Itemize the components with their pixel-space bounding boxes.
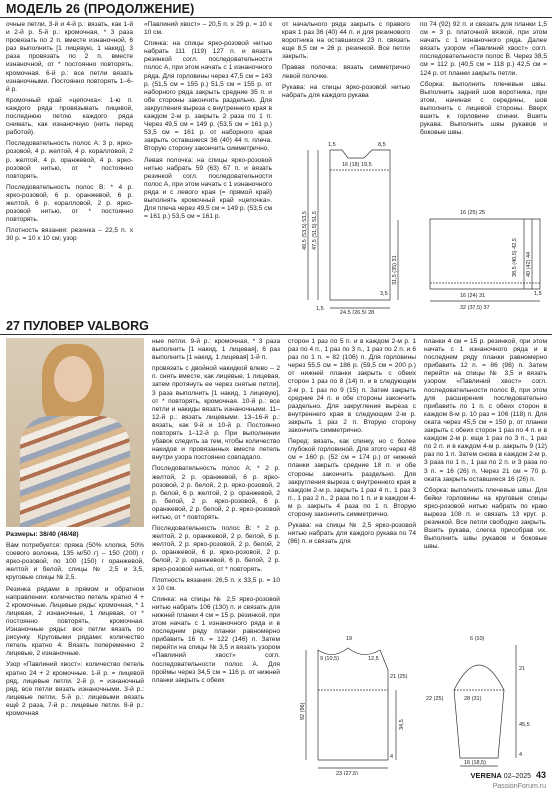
sleeve-top-label-5: 16 (24) 31 bbox=[460, 293, 486, 299]
body-label-5: 4 bbox=[390, 754, 394, 760]
top-col4-p2: Сборка: выполнить плечевые швы. Выполнить задний шов воротника, при этом, начиная с середины, шов выполнить с лицевой стороны. Вверх вшить к горловине спинки. Вшить рукава. Выполнить швы рукавов и боковые швы. bbox=[420, 80, 547, 137]
sleeve-bottom-label-5: 16 (18,5) bbox=[464, 760, 487, 766]
bottom-column-4 bbox=[424, 338, 547, 554]
top-col1-p2: Кромочный край «цепочка»: 1-ю п. каждого ряда провязывать лицевой, последнюю петлю каждого ряда снимать, как изнаночную (нить перед работой). bbox=[6, 96, 133, 137]
sleeve-bottom-label-3: 45,5 bbox=[519, 722, 530, 728]
model-photo bbox=[6, 338, 144, 527]
page-header bbox=[0, 0, 552, 19]
bottom-col2-p1: ные петли. 9-й р.: кромочная, * 3 раза выполнить [1 накид, 1 лицевая], 6 раз выполнить [1 накид, 1 лицевая] 1-й п. bbox=[152, 338, 280, 362]
top-col2-p1: «Павлиний хвост» – 20,5 п. x 29 р. = 10 x 10 см. bbox=[144, 21, 272, 37]
sleeve-top-label-2: 38,5 (40,5) 42,5 bbox=[512, 238, 518, 277]
top-col3-p1: от начального ряда закрыть с правого края 1 раз 36 (40) 44 п. и для резинового воротника на оставшихся 23 п. связать еще 8,5 см = 26 р. резинкой. Все петли закрыть. bbox=[282, 21, 410, 61]
sleeve-bottom-label-1: 6 (10) bbox=[470, 636, 485, 642]
bottom-col2-p4: Последовательность полос В: * 2 р. желтой, 2 р. оранжевой, 2 р. белой, 6 р. желтой, 2 р. ярко-розовой, 2 р. белой, 2 р. оранжевой, 6 р. ярко-розовой, 2 р. белой, 2 р. оранжевой, 6 р. белой, 2 р. ярко-розовой нитью, от * повторять. bbox=[152, 525, 280, 573]
top-col1-p1: очные петли, 3-й и 4-й р.: вязать, как 1-й и 2-й р. 5-й р.: кромочная, * 3 раза провязать по 2 п. вместе изнаночной, 6 раз выполнить [1 лицевую, 1 накид], 3 раза провязать по 2 п. вместе изнаночной, от * постоянно повторять, кромочная. 6-й р.: все петли вязать изнаночными. Постоянно повторять 1–6-й р. bbox=[6, 21, 133, 93]
bottom-col2-p6: Спинка: на спицы № 2,5 ярко-розовой нитью набрать 106 (130) п. и связать для нижней планки 4 см = 15 р. резинкой, при этом начать с 1 изнаночного ряда и в последнем ряду планки равномерно прибавить 16 п. = 122 (146) п. Затем перейти на спицы № 3,5 и вязать узором «Павлиний хвост» согл. последовательности полос А. Для проймы через 34,5 см = 116 р. от нижней планки закрыть с обеих bbox=[152, 595, 280, 684]
top-col3-p2: Правая полочка: вязать симметрично левой полочке. bbox=[282, 64, 410, 80]
site-watermark: PassionForum.ru bbox=[492, 783, 546, 790]
section-rule bbox=[0, 334, 552, 335]
bottom-column-3 bbox=[288, 338, 416, 549]
top-col4-p1: по 74 (92) 92 п. и связать для планки 1,5 см = 3 р. платочной вязкой, при этом начать с 1 изнаночного ряда. Далее вязать узором «Павлиний хвост» согл. последовательности полос В. Через 38,5 см = 112 р. (40,5 см = 118 р.) 42,5 см = 124 р. от планки закрыть петли. bbox=[420, 21, 547, 77]
body-label-7: 9 (10,5) bbox=[320, 656, 339, 662]
body-label-4: 34,5 bbox=[399, 719, 405, 730]
sleeve-schematic-bottom bbox=[424, 630, 534, 770]
top-col1-p3: Последовательность полос А: 3 р. ярко-розовой, 4 р. желтой, 4 р. коралловой, 2 р. желтой, 4 р. оранжевой, 4 р. ярко-розовой нитью, от * постоянно повторять. bbox=[6, 140, 133, 180]
section-title: 27 ПУЛОВЕР VALBORG bbox=[6, 319, 149, 333]
page-title: МОДЕЛЬ 26 (ПРОДОЛЖЕНИЕ) bbox=[6, 2, 195, 16]
bottom-col3-p3: Рукава: на спицы № 2,5 ярко-розовой нитью набрать для каждого рукава по 74 (86) п. и связать для bbox=[288, 522, 416, 546]
header-rule bbox=[0, 17, 552, 18]
bottom-col1-p2: Вам потребуется: пряжа (50% хлопка, 50% соевого волокна, 135 м/50 г) – 150 (200) г ярко-розовой, по 100 (150) г оранжевой, желтой и белой, спицы № 2,5 и 3,5, круговые спицы № 2,5. bbox=[6, 542, 144, 582]
bottom-col2-p2: провязать с двойной накидкой влево – 2 п. снять вместе, как лицевые, 1 лицевая, затем протянуть ее через снятые петли], 3 раза выполнить [1 накид, 1 лицевую], от * повторять, кромочная. 10-й р.: все петли и накиды вязать изнаночными. 11–12-й р.: вязать лицевыми. 13–16-й р.: вязать, как 9-й и 10-й р. Постоянно повторять 1–12-й р. При выполнении убавок следить за тем, чтобы количество накидов и провязанных вместе петель внутри узора постоянно совпадало. bbox=[152, 365, 280, 462]
bottom-col3-p2: Перед: вязать, как спинку, но с более глубокой горловиной. Для этого через 48 см = 160 р. (52 см = 174 р.) от нижней планки закрыть средние 18 п. и обе стороны закончить раздельно. Для закругления выреза с внутреннего края в каждом 2-м р. закрыть 1 раз 4 п., 1 раз 3 п., 1 раз 2 п., 2 раза по 1 п. и в каждом 4-м р. закрыть 4 раза по 1 п. Вторую сторону закончить симметрично. bbox=[288, 438, 416, 518]
body-label-1: 19 bbox=[346, 636, 353, 642]
bottom-column-1 bbox=[6, 531, 144, 721]
sleeve-top-label-4: 1,5 bbox=[534, 291, 542, 297]
dim-label-8: 24,5 (26,5) 28 bbox=[340, 310, 375, 314]
top-col3-p3: Рукава: на спицы ярко-розовой нитью набрать для каждого рукава bbox=[282, 83, 410, 99]
bottom-col4-p1: планки 4 см = 15 р. резинкой, при этом начать с 1 изнаночного ряда и в последнем ряду планки равномерно прибавить 12 п. = 86 (98) п. Затем перейти на спицы № 3,5 и вязать узором «Павлиний хвост» согл. последовательности полос В, при этом для расширения последовательно прибавить по 1 п. с обеих сторон в каждом 8-м р. 10 раз = 106 (118) п. Для оката через 45,5 см = 150 р. от планки закрыть с обеих сторон 1 раз по 4 п. и в каждом 2-м р. еще 1 раз по 3 п., 1 раз по 2 п. и в каждом 4-м р. закрыть 9 (12) раз по 1 п. Затем снова в каждом 2-м р. 3 раза по 1 п., 1 раз по 2 п. и 3 раза по 3 п. = 16 (26) п. Через 21 см = 70 р. оката закрыть оставшиеся 16 (26) п. bbox=[424, 338, 547, 483]
top-col2-p2: Спинка: на спицы ярко-розовой нитью набрать 111 (119) 127 п. и вязать резинкой согл. последовательности полос А, при этом начать с 1 изнаночного ряда. Для горловины через 47,5 см = 143 р. (51,5 см = 155 р.) 51,5 см = 155 р. от наборного ряда закрыть средние 35 п. и обе стороны закончить раздельно. Для закругления выреза с внутреннего края в каждом 2-м р. закрыть 2 раза по 1 п. Через 49,5 см = 149 р. (53,5 см = 161 р.) 53,5 см = 161 р. от наборного края закрыть оставшиеся 36 (40) 44 п. плеча. Вторую сторону закончить симметрично. bbox=[144, 40, 272, 153]
dim-label-6: 31,5 (35) 31 bbox=[392, 255, 398, 285]
sleeve-schematic-top bbox=[420, 205, 550, 315]
top-column-3 bbox=[282, 21, 410, 103]
body-label-2: 92 (96) bbox=[300, 702, 306, 720]
sleeve-bottom-label-6: 22 (25) bbox=[426, 696, 444, 702]
dim-label-7: 3,5 bbox=[380, 291, 388, 297]
photo-face-shape bbox=[54, 356, 92, 402]
section-header bbox=[0, 318, 552, 336]
sleeve-top-label-1: 16 (25) 25 bbox=[460, 210, 486, 216]
sleeve-bottom-label-4: 4 bbox=[519, 752, 523, 758]
dim-label-9: 1,5 bbox=[316, 306, 324, 312]
top-col1-p5: Плотность вязания: резинка – 22,5 п. x 30 р. = 10 x 10 см; узор bbox=[6, 227, 133, 243]
dim-label-3: 16 (18) 19,5 bbox=[342, 162, 372, 168]
dim-label-2: 8,5 bbox=[378, 142, 386, 148]
bottom-col3-p1: сторон 1 раз по 5 п. и в каждом 2-м р. 1 раз по 4 п., 1 раз по 3 п., 1 раз по 2 п. и 6 раз по 1 п. = 82 (106) п. Для горловины через 55,5 см = 186 р. (59,5 см = 200 р.) от нижней планки закрыть с обеих сторон 1 раз по 8 (14) п. и в следующем 2-м р. 1 раз по 9 (15) п. Затем закрыть средние 24 п. и обе стороны закончить раздельно. Для закругления выреза с внутреннего края в следующем 2-м р. закрыть 1 раз 2 п. Вторую сторону закончить симметрично. bbox=[288, 338, 416, 435]
sleeve-bottom-label-7: 28 (31) bbox=[464, 696, 482, 702]
top-column-1 bbox=[6, 21, 133, 246]
sleeve-bottom-label-2: 21 bbox=[519, 666, 526, 672]
dim-label-1: 1,5 bbox=[328, 142, 336, 148]
magazine-issue: 02–2025 bbox=[503, 773, 532, 780]
bottom-col1-p1: Размеры: 38/40 (46/48) bbox=[6, 531, 79, 538]
pullover-body-schematic bbox=[288, 630, 418, 775]
body-label-6: 23 (27,5) bbox=[336, 771, 359, 775]
bottom-col2-p5: Плотность вязания: 26,5 п. x 33,5 р. = 10 x 10 см. bbox=[152, 576, 280, 592]
page-number: 43 bbox=[535, 770, 546, 780]
sleeve-top-label-3: 40 (42) 44 bbox=[526, 251, 532, 277]
top-column-2 bbox=[144, 21, 272, 224]
top-col2-p3: Левая полочка: на спицы ярко-розовой нитью набрать 59 (63) 67 п. и вязать резинкой согл. последовательности полос А, при этом начать с 1 изнаночного ряда и с левого края (= прямой край) выполнять кромочный край «цепочка». Для плеча через 49,5 см = 149 р. (53,5 см = 161 р.) 53,5 см = 161 р. bbox=[144, 156, 272, 221]
bottom-col1-p4: Узор «Павлиний хвост»: количество петель кратно 24 + 2 кромочные. 1-й р. = лицевой ряд, лицевые петли. 2-й р. = изнаночный ряд, все петли вязать изнаночными. 3-й р.: лицевые петли, 5-й р.: лицевыми вязать ещё 2 раза, 7-й р.: лицевые петли. 8-й р.: кромочная bbox=[6, 661, 144, 717]
dim-label-4: 47,5 (51,5) 51,5 bbox=[312, 211, 318, 250]
page-footer bbox=[471, 770, 546, 780]
bottom-col4-p2: Сборка: выполнить плечевые швы. Для бейки горловины на круговые спицы ярко-розовой нитью набрать по краю выреза 108 п. и связать 13 круг. р. резинкой. Все петли свободно закрыть. Вшить рукава, слегка присобрав их. Выполнить швы рукавов и боковые швы. bbox=[424, 486, 547, 551]
top-col1-p4: Последовательность полос В: * 4 р. ярко-розовой, 6 р. оранжевой, 6 р. желтой, 6 р. коралловой, 2 р. ярко-розовой нитью, от * постоянно повторять. bbox=[6, 183, 133, 224]
back-front-schematic bbox=[290, 140, 410, 314]
sleeve-top-label-6: 32 (37,5) 37 bbox=[460, 305, 490, 311]
body-label-3: 21 (25) bbox=[390, 674, 408, 680]
bottom-col1-p3: Резинка рядами в прямом и обратном направлении: количество петель кратно 4 + 2 кромочные. Лицевые ряды: кромочная, * 1 лицевая, 2 изнаночные, 1 лицевая, от * постоянно повторять, кромочная. Изнаночные ряды: все петли вязать по рисунку. Круговыми рядами: количество петель кратно 4. Вязать попеременно 2 лицевые, 2 изнаночные. bbox=[6, 585, 144, 658]
top-column-4 bbox=[420, 21, 547, 140]
bottom-column-2 bbox=[152, 338, 280, 688]
magazine-brand: VERENA bbox=[470, 771, 502, 780]
body-label-8: 12,5 bbox=[368, 656, 379, 662]
bottom-col2-p3: Последовательность полос А: * 2 р. желтой, 2 р. оранжевой, 6 р. ярко-розовой, 2 р. белой, 2 р. ярко-розовой, 2 р. белой, 6 р. желтой, 2 р. оранжевой, 2 р. белой, 2 р. ярко-розовой, 6 р. оранжевой, 2 р. белой, 2 р. ярко-розовой нитью, от * повторять. bbox=[152, 465, 280, 521]
dim-label-5: 49,5 (53,5) 53,5 bbox=[302, 211, 308, 250]
photo-sweater-shape bbox=[20, 416, 130, 527]
